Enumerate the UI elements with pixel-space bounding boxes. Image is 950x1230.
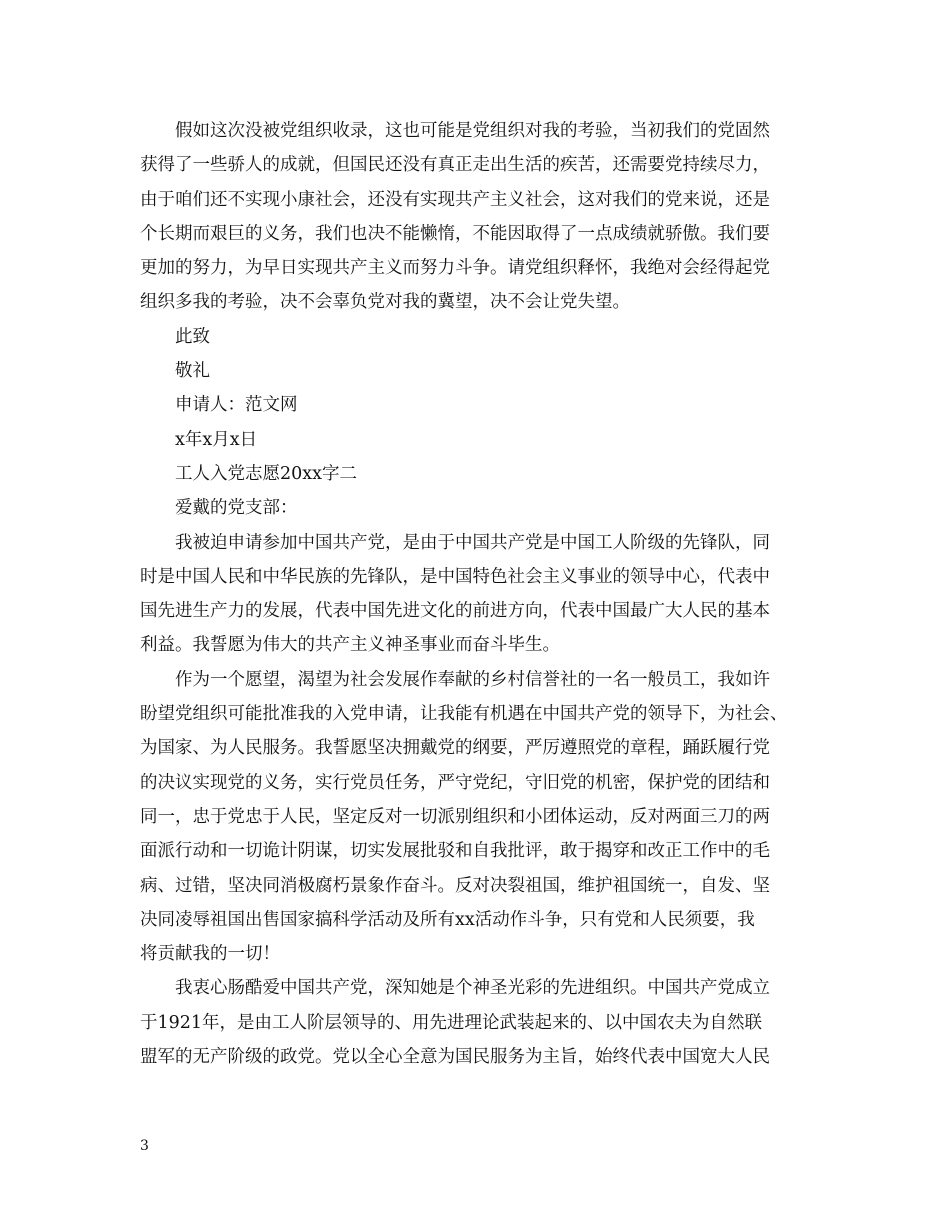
text-line: 时是中国人民和中华民族的先锋队，是中国特色社会主义事业的领导中心，代表中 bbox=[140, 566, 770, 587]
text-line: 同一，忠于党忠于人民，坚定反对一切派别组织和小团体运动，反对两面三刀的两 bbox=[140, 806, 770, 827]
document-body bbox=[140, 114, 820, 1074]
date-line: x年x月x日 bbox=[175, 429, 258, 450]
text-line: 由于咱们还不实现小康社会，还没有实现共产主义社会，这对我们的党来说，还是 bbox=[140, 189, 770, 210]
text-line: 的决议实现党的义务，实行党员任务，严守党纪，守旧党的机密，保护党的团结和 bbox=[140, 772, 770, 793]
text-line: 面派行动和一切诡计阴谋，切实发展批驳和自我批评，敢于揭穿和改正工作中的毛 bbox=[140, 841, 770, 862]
text-line: 将贡献我的一切！ bbox=[140, 944, 280, 965]
text-line: 利益。我誓愿为伟大的共产主义神圣事业而奋斗毕生。 bbox=[140, 635, 560, 656]
text-line: 决同凌辱祖国出售国家搞科学活动及所有xx活动作斗争，只有党和人民须要，我 bbox=[140, 909, 755, 930]
text-line: 我被迫申请参加中国共产党，是由于中国共产党是中国工人阶级的先锋队，同 bbox=[175, 532, 770, 553]
greeting-line: 爱戴的党支部： bbox=[175, 498, 298, 519]
text-line: 作为一个愿望，渴望为社会发展作奉献的乡村信誉社的一名一般员工，我如许 bbox=[175, 669, 770, 690]
applicant-line: 申请人：范文网 bbox=[175, 395, 298, 416]
text-line: 更加的努力，为早日实现共产主义而努力斗争。请党组织释怀，我绝对会经得起党 bbox=[140, 258, 770, 279]
text-line: 盼望党组织可能批准我的入党申请，让我能有机遇在中国共产党的领导下，为社会、 bbox=[140, 704, 788, 725]
closing-salutation: 此致 bbox=[175, 326, 210, 347]
text-line: 盟军的无产阶级的政党。党以全心全意为国民服务为主旨，始终代表中国宽大人民 bbox=[140, 1047, 770, 1068]
text-line: 我衷心肠酷爱中国共产党，深知她是个神圣光彩的先进组织。中国共产党成立 bbox=[175, 978, 770, 999]
section-title: 工人入党志愿20xx字二 bbox=[175, 463, 358, 484]
text-line: 组织多我的考验，决不会辜负党对我的冀望，决不会让党失望。 bbox=[140, 292, 630, 313]
text-line: 个长期而艰巨的义务，我们也决不能懒惰，不能因取得了一点成绩就骄傲。我们要 bbox=[140, 223, 770, 244]
page-number: 3 bbox=[140, 1138, 149, 1154]
text-line: 假如这次没被党组织收录，这也可能是党组织对我的考验，当初我们的党固然 bbox=[175, 121, 770, 141]
closing-regards: 敬礼 bbox=[175, 361, 210, 382]
text-line: 国先进生产力的发展，代表中国先进文化的前进方向，代表中国最广大人民的基本 bbox=[140, 601, 770, 622]
text-line: 于1921年，是由工人阶层领导的、用先进理论武装起来的、以中国农夫为自然联 bbox=[140, 1012, 763, 1033]
text-line: 获得了一些骄人的成就，但国民还没有真正走出生活的疾苦，还需要党持续尽力， bbox=[140, 155, 770, 176]
text-line: 病、过错，坚决同消极腐朽景象作奋斗。反对决裂祖国，维护祖国统一，自发、坚 bbox=[140, 875, 770, 896]
text-line: 为国家、为人民服务。我誓愿坚决拥戴党的纲要，严厉遵照党的章程，踊跃履行党 bbox=[140, 738, 770, 759]
